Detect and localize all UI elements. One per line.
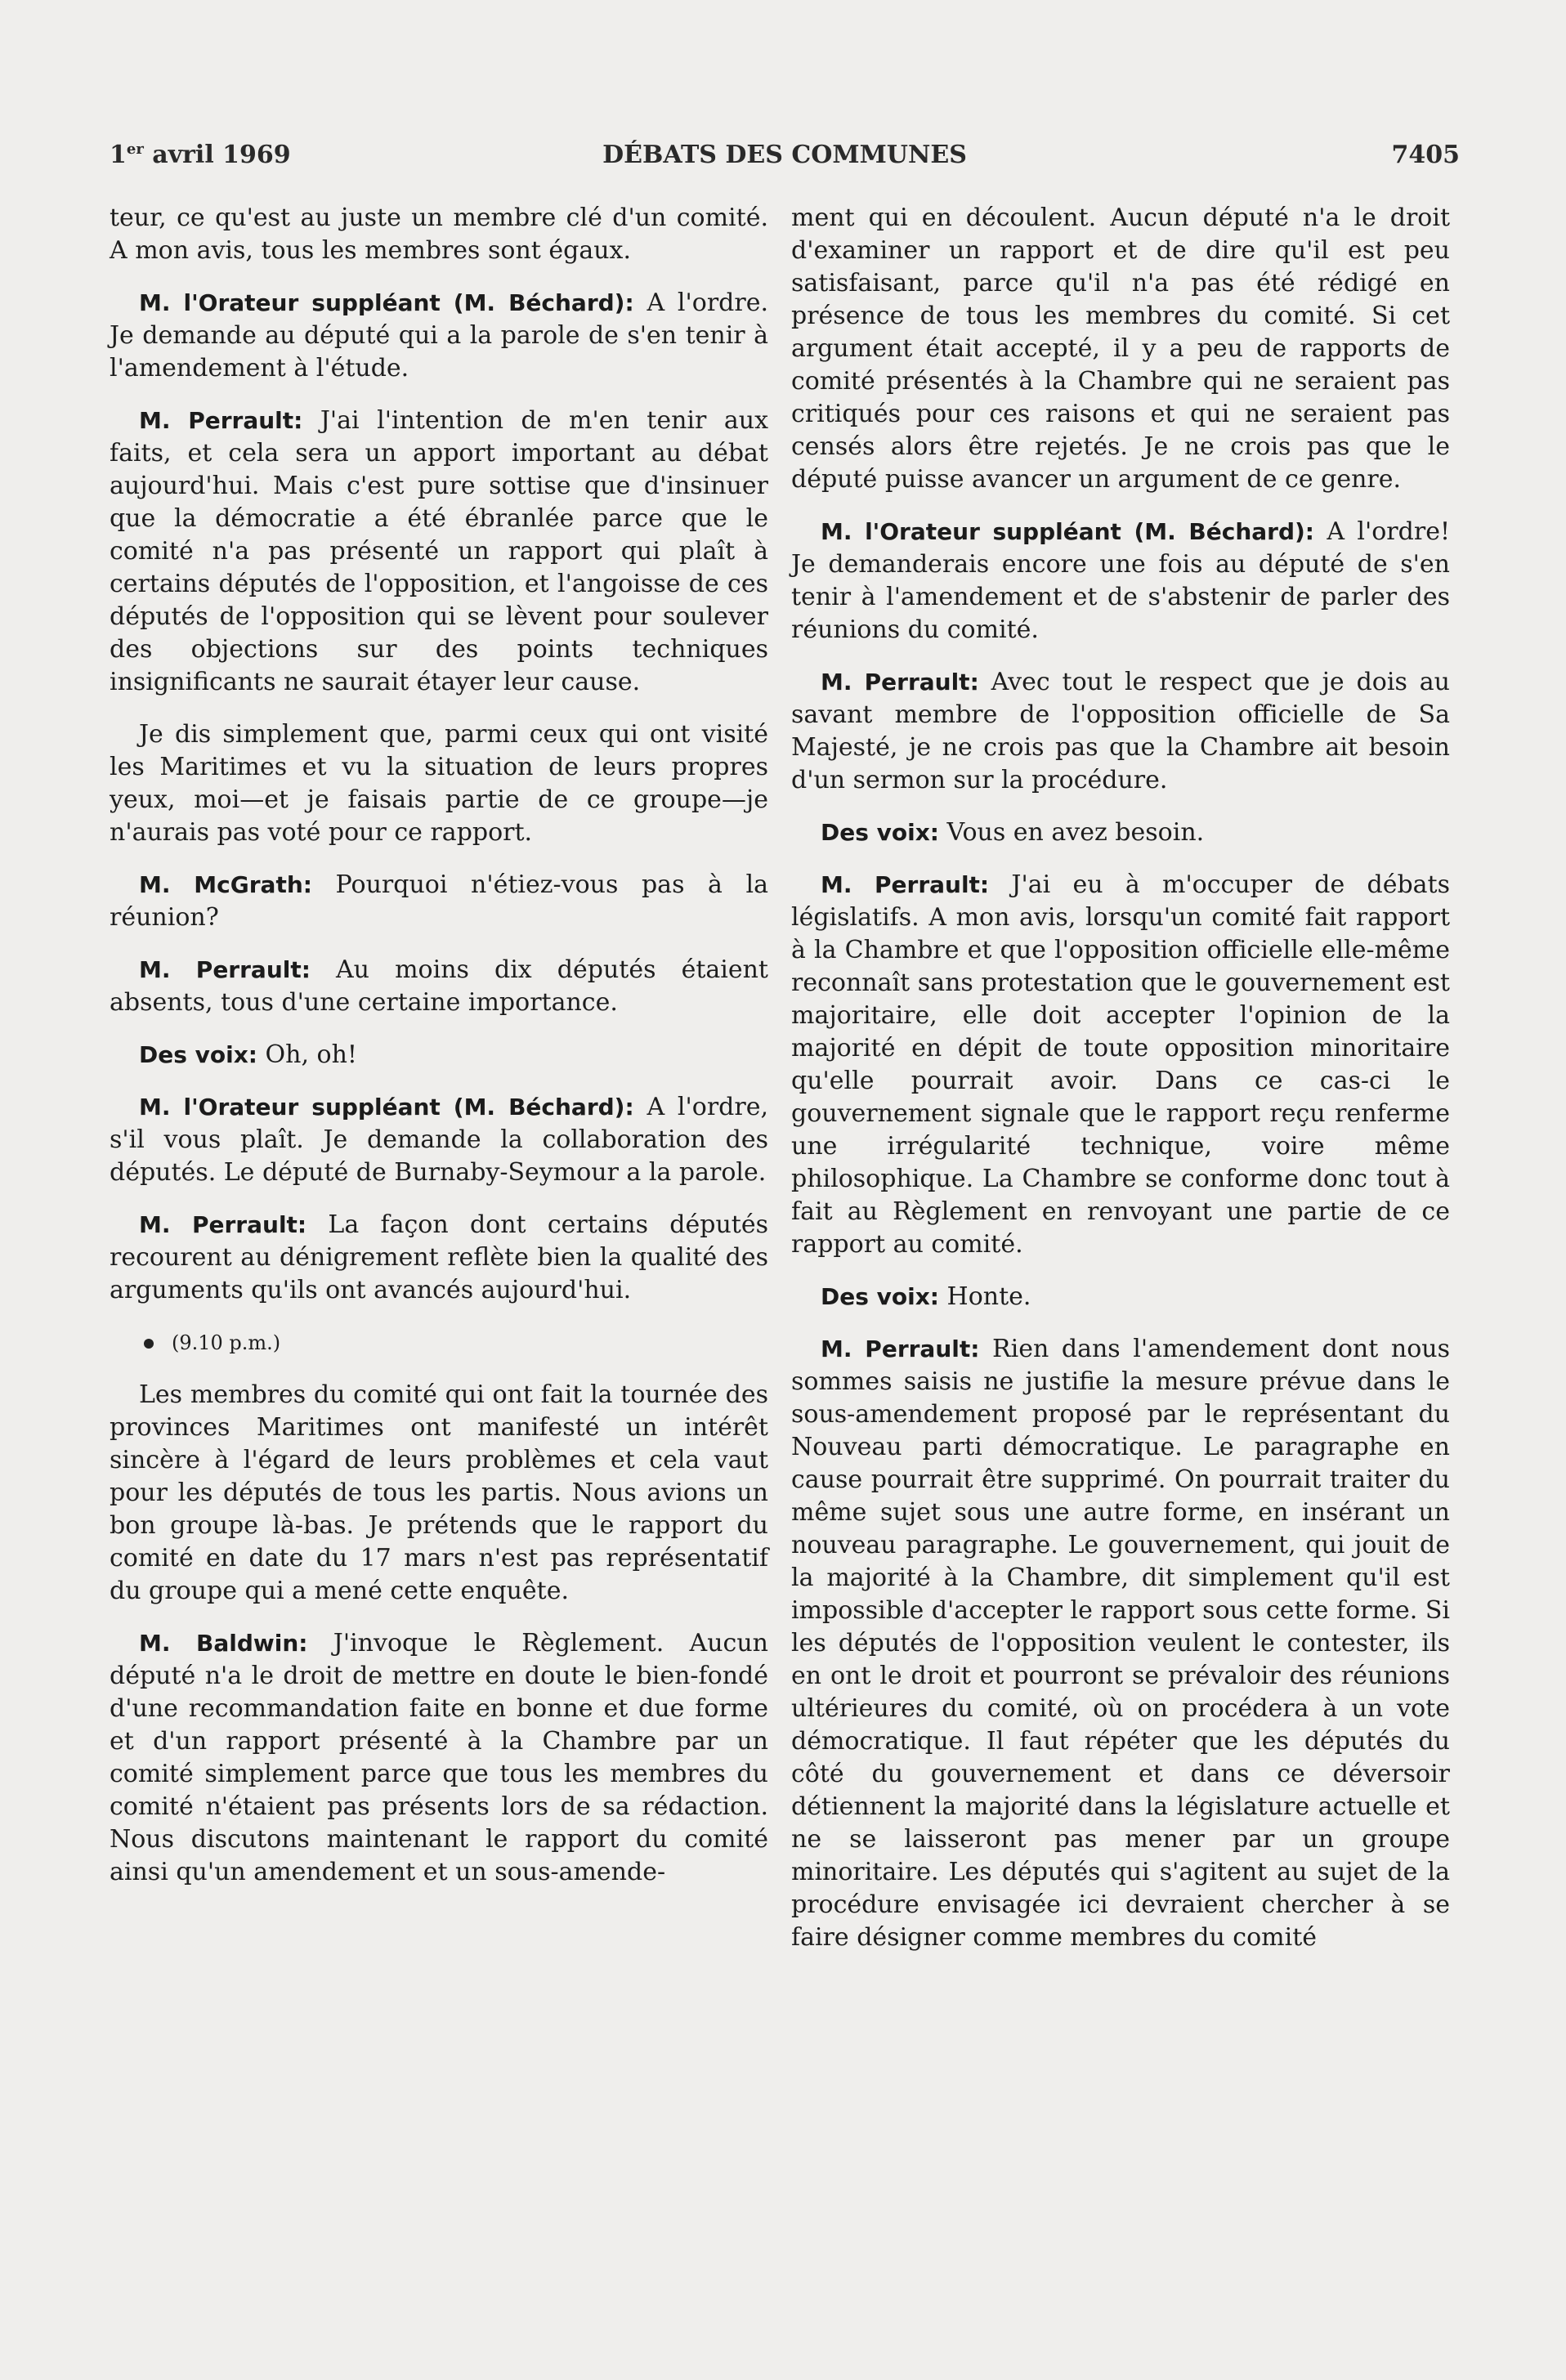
speaker-name: M. Perrault: [821,871,990,898]
paragraph: ment qui en découlent. Aucun député n'a le droit d'examiner un rapport et de dire qu'il est peu satisfaisant, parce qu'il n'a pas été rédigé en présence de tous les membres du comité. Si cet argument était accepté, il y a peu de rapports de comité présentés à la Chambre qui ne seraient pas critiqués pour ces raisons et qui ne seraient pas censés alors être rejetés. Je ne crois pas que le député puisse avancer un argument de ce genre. [791,204,1450,494]
paragraph: Je dis simplement que, parmi ceux qui ont visité les Maritimes et vu la situation de leurs propres yeux, moi—et je faisais partie de ce groupe—je n'aurais pas voté pour ce rapport. [110,720,768,847]
speech-text: J'ai eu à m'occuper de débats législatifs. A mon avis, lorsqu'un comité fait rapport à la Chambre et que l'opposition officielle elle-même reconnaît sans protestation que le gouvernement est majoritaire, elle doit accepter l'opinion de la majorité en dépit de toute opposition minoritaire qu'elle pourrait avoir. Dans ce cas-ci le gouvernement signale que le rapport reçu renferme une irrégularité technique, voire même philosophique. La Chambre se conforme donc tout à fait au Règlement en renvoyant une partie de ce rapport au comité. [791,870,1450,1259]
speaker-name: Des voix: [821,1283,939,1310]
speech-text: Au moins dix députés étaient absents, tous d'une certaine importance. [110,955,768,1017]
speech-text: J'ai l'intention de m'en tenir aux faits, et cela sera un apport important au débat aujourd'hui. Mais c'est pure sottise que d'insinuer que la démocratie a été ébranlée parce que le comité n'a pas présenté un rapport qui plaît à certains députés de l'opposition, et l'angoisse de ces députés de l'opposition qui se lèvent pour soulever des objections sur des points techniques insignificants ne saurait étayer leur cause. [110,406,768,696]
speaker-name: M. Baldwin: [139,1630,308,1657]
header-title: DÉBATS DES COMMUNES [602,141,967,169]
speech-text: A l'ordre! Je demanderais encore une fois au député de s'en tenir à l'amendement et de s'abstenir de parler des réunions du comité. [791,517,1450,644]
speech-text: Vous en avez besoin. [939,818,1205,847]
timestamp-text: (9.10 p.m.) [172,1331,281,1354]
speech-paragraph [110,1209,768,1307]
speech-text: Oh, oh! [257,1040,357,1069]
speech-paragraph [110,405,768,699]
speech-text: A l'ordre. Je demande au député qui a la parole de s'en tenir à l'amendement à l'étude. [110,289,768,382]
speaker-name: M. l'Orateur suppléant (M. Béchard): [139,1094,634,1121]
speech-paragraph [791,516,1450,646]
left-column [110,202,768,1908]
speaker-name: M. l'Orateur suppléant (M. Béchard): [139,289,634,316]
page-header [110,141,1460,177]
paragraph: teur, ce qu'est au juste un membre clé d'un comité. A mon avis, tous les membres sont égaux. [110,204,768,265]
speaker-name: M. l'Orateur suppléant (M. Béchard): [821,518,1314,545]
speech-paragraph [791,1333,1450,1954]
speech-paragraph [791,666,1450,797]
speech-paragraph [110,1039,768,1071]
timestamp [110,1326,768,1359]
speaker-name: M. Perrault: [821,1335,980,1362]
speaker-name: M. Perrault: [139,407,303,434]
header-page-number: 7405 [1391,141,1460,169]
speaker-name: M. McGrath: [139,871,312,898]
speech-text: La façon dont certains députés recourent au dénigrement reflète bien la qualité des arguments qu'ils ont avancés aujourd'hui. [110,1210,768,1304]
speech-paragraph [110,954,768,1019]
speaker-name: Des voix: [821,819,939,846]
speaker-name: M. Perrault: [139,956,311,983]
speech-paragraph [110,287,768,385]
speech-text: J'invoque le Règlement. Aucun député n'a le droit de mettre en doute le bien-fondé d'une recommandation faite en bonne et due forme et d'un rapport présenté à la Chambre par un comité simplement parce que tous les membres du comité n'étaient pas présents lors de sa rédaction. Nous discutons maintenant le rapport du comité ainsi qu'un amendement et un sous-amende- [110,1629,768,1886]
speech-paragraph [791,869,1450,1261]
speech-text: Rien dans l'amendement dont nous sommes saisis ne justifie la mesure prévue dans le sous-amendement proposé par le représentant du Nouveau parti démocratique. Le paragraphe en cause pourrait être supprimé. On pourrait traiter du même sujet sous une autre forme, en insérant un nouveau paragraphe. Le gouvernement, qui jouit de la majorité à la Chambre, dit simplement qu'il est impossible d'accepter le rapport sous cette forme. Si les députés de l'opposition veulent le contester, ils en ont le droit et pourront se prévaloir des réunions ultérieures du comité, où on procédera à un vote démocratique. Il faut répéter que les députés du côté du gouvernement et dans ce déversoir détiennent la majorité dans la législature actuelle et ne se laisseront pas mener par un groupe minoritaire. Les députés qui s'agitent au sujet de la procédure envisagée ici devraient chercher à se faire désigner comme membres du comité [791,1335,1450,1952]
header-date: 1er avril 1969 [110,141,291,169]
speech-text: Honte. [939,1282,1031,1311]
speaker-name: M. Perrault: [139,1211,307,1238]
speech-paragraph [791,816,1450,849]
speaker-name: Des voix: [139,1041,257,1068]
speech-paragraph [110,869,768,934]
speaker-name: M. Perrault: [821,669,979,696]
speech-text: Avec tout le respect que je dois au savant membre de l'opposition officielle de Sa Majesté, je ne crois pas que la Chambre ait besoin d'un sermon sur la procédure. [791,668,1450,794]
speech-paragraph [110,1627,768,1889]
speech-paragraph [110,1091,768,1189]
right-column [791,202,1450,1974]
bullet-icon [144,1339,154,1349]
speech-text: Pourquoi n'étiez-vous pas à la réunion? [110,870,768,932]
paragraph: Les membres du comité qui ont fait la tournée des provinces Maritimes ont manifesté un intérêt sincère à l'égard de leurs problèmes et cela vaut pour les députés de tous les partis. Nous avions un bon groupe là-bas. Je prétends que le rapport du comité en date du 17 mars n'est pas représentatif du groupe qui a mené cette enquête. [110,1380,768,1605]
speech-text: A l'ordre, s'il vous plaît. Je demande la collaboration des députés. Le député de Burnaby-Seymour a la parole. [110,1093,768,1187]
speech-paragraph [791,1281,1450,1313]
